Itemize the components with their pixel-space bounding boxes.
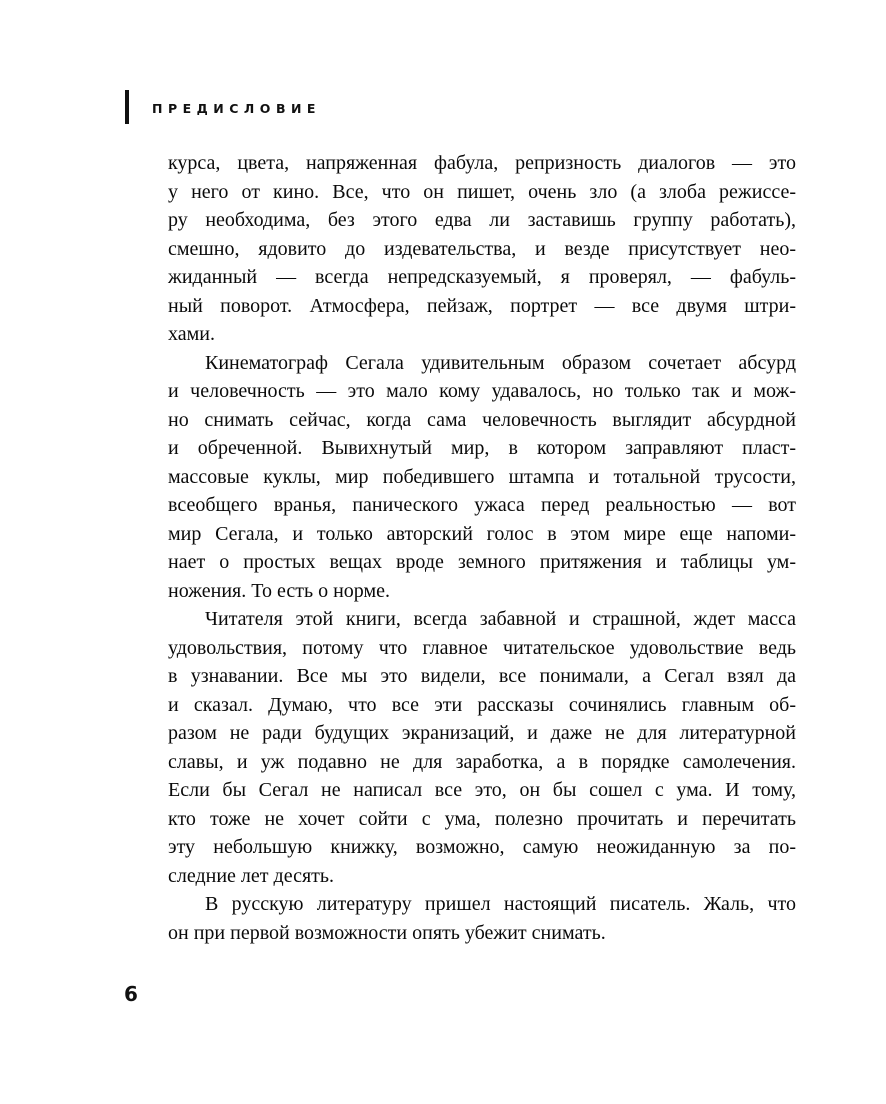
text-line: разом не ради будущих экранизаций, и даже не для литературной [168,722,796,744]
text-line: Кинематограф Сегала удивительным образом сочетает абсурд [205,351,796,374]
text-line: у него от кино. Все, что он пишет, очень зло (а злоба режиссе- [168,180,796,203]
text-line: жиданный — всегда непредсказуемый, я проверял, — фабуль- [168,266,796,288]
text-line: эту небольшую книжку, возможно, самую неожиданную за по- [168,836,796,858]
text-line: но снимать сейчас, когда сама человечность выглядит абсурдной [168,408,796,431]
running-head [125,90,321,124]
header-rule [125,90,129,124]
text-line: В русскую литературу пришел настоящий писатель. Жаль, что [205,893,796,915]
text-line: удовольствия, потому что главное читательское удовольствие ведь [168,636,796,659]
text-line: ножения. То есть о норме. [168,579,391,602]
text-line: он при первой возможности опять убежит снимать. [168,921,606,944]
text-line: нает о простых вещах вроде земного притяжения и таблицы ум- [168,551,796,573]
text-line: курса, цвета, напряженная фабула, репризность диалогов — это [168,152,796,174]
text-line: следние лет десять. [168,864,335,887]
text-line: ный поворот. Атмосфера, пейзаж, портрет — все двумя штри- [168,294,796,317]
text-line: и обреченной. Вывихнутый мир, в котором заправляют пласт- [168,437,796,459]
text-line: и человечность — это мало кому удавалось, но только так и мож- [168,380,796,402]
chapter-title: ПРЕДИСЛОВИЕ [152,100,321,116]
text-line: смешно, ядовито до издевательства, и везде присутствует нео- [168,237,796,260]
text-line: и сказал. Думаю, что все эти рассказы сочинялись главным об- [168,693,796,716]
text-line: Читателя этой книги, всегда забавной и страшной, ждет масса [205,608,796,630]
text-line: славы, и уж подавно не для заработка, а в порядке самолечения. [168,750,796,773]
text-line: мир Сегала, и только авторский голос в этом мире еще напоми- [168,522,796,545]
page-number: 6 [124,982,138,1006]
text-line: хами. [168,323,215,345]
text-line: всеобщего вранья, панического ужаса перед реальностью — вот [168,494,796,516]
text-line: ру необходима, без этого едва ли заставишь группу работать), [168,209,796,231]
body-text [168,149,796,947]
text-line: в узнавании. Все мы это видели, все понимали, а Сегал взял да [168,665,796,687]
text-line: Если бы Сегал не написал все это, он бы сошел с ума. И тому, [168,779,796,801]
text-line: массовые куклы, мир победившего штампа и тотальной трусости, [168,465,796,488]
text-line: кто тоже не хочет сойти с ума, полезно прочитать и перечитать [168,807,796,830]
